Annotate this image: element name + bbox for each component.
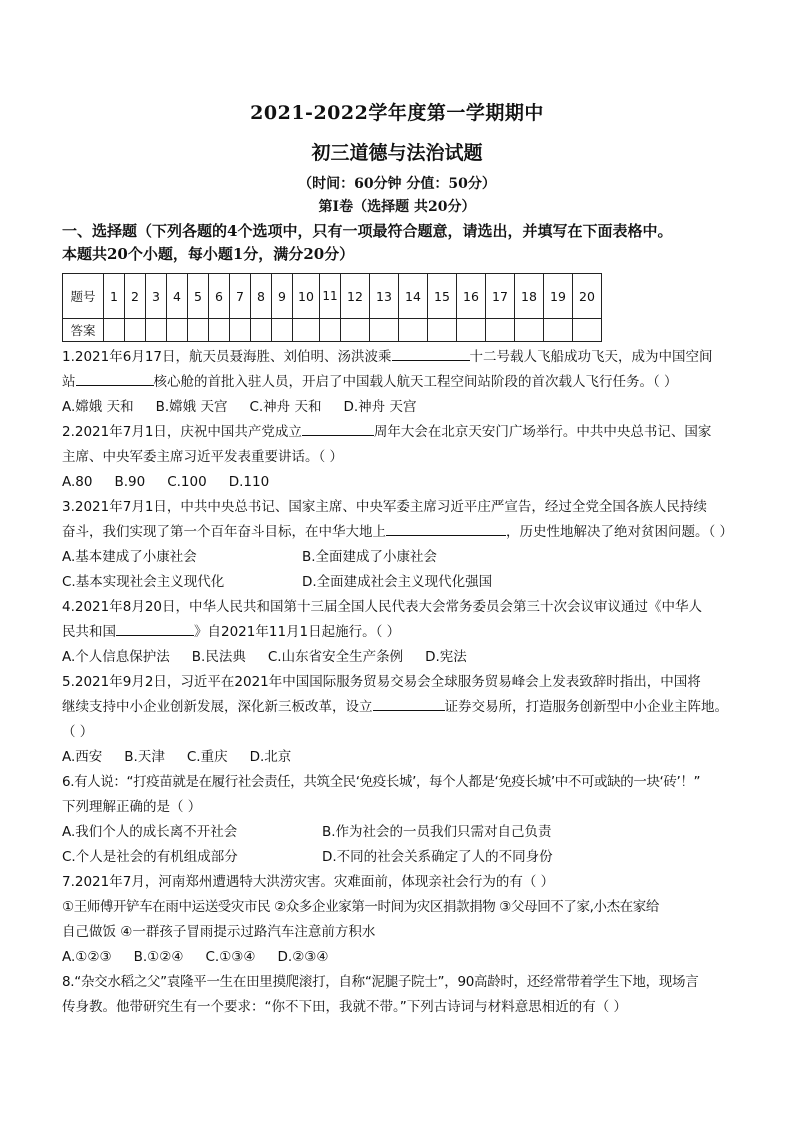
question-number-cell: 20: [573, 274, 602, 319]
part-heading: 第Ⅰ卷（选择题 共20分）: [318, 199, 476, 215]
fill-blank: [302, 421, 374, 436]
question-number-cell: 3: [146, 274, 167, 319]
option[interactable]: C.神舟 天和: [249, 399, 322, 415]
section-heading-line: 本题共20个小题，每小题1分，满分20分）: [62, 245, 355, 263]
answer-table: [62, 273, 602, 342]
question-stem: 5.2021年9月2日，习近平在2021年中国国际服务贸易交易会全球服务贸易峰会上发表致辞时指出，中国将: [62, 674, 701, 690]
stem-text: 周年大会在北京天安门广场举行。中共中央总书记、国家: [373, 424, 712, 440]
stem-text: 证券交易所，打造服务创新型中小企业主阵地。: [444, 699, 728, 715]
answer-cell[interactable]: [188, 319, 209, 342]
option[interactable]: D.110: [228, 474, 270, 490]
stem-text: 》自2021年11月1日起施行。（ ）: [194, 624, 401, 640]
section-heading: [62, 220, 742, 266]
question-stem: （ ）: [62, 724, 94, 740]
question-stem: 自己做饭 ④一群孩子冒雨提示过路汽车注意前方积水: [62, 924, 376, 940]
question-number-cell: 5: [188, 274, 209, 319]
option[interactable]: C.重庆: [186, 749, 228, 765]
fill-blank: [76, 371, 154, 386]
question-options: [62, 845, 742, 870]
stem-text: 十二号载人飞船成功飞天，成为中国空间: [469, 349, 713, 365]
answer-cell[interactable]: [125, 319, 146, 342]
option[interactable]: B.①②④: [133, 949, 184, 965]
option[interactable]: C.个人是社会的有机组成部分: [62, 849, 238, 865]
question-number-cell: 1: [104, 274, 125, 319]
question-stem: 下列理解正确的是（ ）: [62, 799, 202, 815]
stem-text: 2.2021年7月1日，庆祝中国共产党成立: [62, 424, 302, 440]
row-label-answer: 答案: [63, 319, 104, 342]
stem-text: 1.2021年6月17日，航天员聂海胜、刘伯明、汤洪波乘: [62, 349, 392, 365]
stem-text: 奋斗，我们实现了第一个百年奋斗目标，在中华大地上: [62, 524, 386, 540]
question-number-cell: 2: [125, 274, 146, 319]
option[interactable]: D.宪法: [425, 649, 467, 665]
answer-cell[interactable]: [486, 319, 515, 342]
option[interactable]: A.嫦娥 天和: [62, 399, 134, 415]
question-stem: [62, 345, 742, 370]
stem-text: ，历史性地解决了绝对贫困问题。（ ）: [506, 524, 734, 540]
answer-cell[interactable]: [104, 319, 125, 342]
question-stem: 传身教。他带研究生有一个要求：“你不下田，我就不带。”下列古诗词与材料意思相近的有（ ）: [62, 999, 628, 1015]
answer-cell[interactable]: [272, 319, 293, 342]
questions-list: [62, 345, 742, 1020]
question-options: [62, 945, 742, 970]
question-options: [62, 470, 742, 495]
option[interactable]: D.不同的社会关系确定了人的不同身份: [322, 849, 553, 865]
question-stem: 8.“杂交水稻之父”袁隆平一生在田里摸爬滚打，自称“泥腿子院士”，90高龄时，还经常带着学生下地，现场言: [62, 974, 699, 990]
option[interactable]: B.作为社会的一员我们只需对自己负责: [322, 824, 552, 840]
option[interactable]: C.①③④: [205, 949, 256, 965]
answer-cell[interactable]: [399, 319, 428, 342]
option[interactable]: A.西安: [62, 749, 103, 765]
exam-subject-title: 初三道德与法治试题: [311, 142, 483, 164]
question-number-cell: 4: [167, 274, 188, 319]
answer-cell[interactable]: [370, 319, 399, 342]
question-number-cell: 14: [399, 274, 428, 319]
option[interactable]: B.嫦娥 天宫: [155, 399, 228, 415]
exam-time-score: （时间：60分钟 分值：50分）: [298, 176, 496, 192]
stem-text: 站: [62, 374, 76, 390]
answer-cell[interactable]: [209, 319, 230, 342]
fill-blank: [116, 621, 194, 636]
question-stem: 7.2021年7月，河南郑州遭遇特大洪涝灾害。灾难面前，体现亲社会行为的有（ ）: [62, 874, 555, 890]
stem-text: 民共和国: [62, 624, 116, 640]
question-options: [62, 545, 742, 570]
exam-title: 2021-2022学年度第一学期期中: [250, 102, 544, 124]
option[interactable]: D.北京: [249, 749, 292, 765]
fill-blank: [386, 521, 506, 536]
answer-cell[interactable]: [320, 319, 341, 342]
option[interactable]: A.个人信息保护法: [62, 649, 170, 665]
question-options: [62, 745, 742, 770]
question-number-cell: 6: [209, 274, 230, 319]
question-stem: 4.2021年8月20日，中华人民共和国第十三届全国人民代表大会常务委员会第三十次会议审议通过《中华人: [62, 599, 703, 615]
question-stem: 主席、中央军委主席习近平发表重要讲话。（ ）: [62, 449, 344, 465]
question-stem: ①王师傅开铲车在雨中运送受灾市民 ②众多企业家第一时间为灾区捐款捐物 ③父母回不了家,小杰在家给: [62, 899, 659, 915]
question-options: [62, 570, 742, 595]
answer-cell[interactable]: [167, 319, 188, 342]
answer-cell[interactable]: [293, 319, 320, 342]
option[interactable]: D.神舟 天宫: [343, 399, 417, 415]
question-options: [62, 395, 742, 420]
answer-cell[interactable]: [230, 319, 251, 342]
answer-table-answer-row: [63, 319, 602, 342]
question-stem: [62, 370, 742, 395]
answer-cell[interactable]: [341, 319, 370, 342]
question-stem: 3.2021年7月1日，中共中央总书记、国家主席、中央军委主席习近平庄严宣告，经过全党全国各族人民持续: [62, 499, 707, 515]
question-number-cell: 8: [251, 274, 272, 319]
question-stem: [62, 695, 742, 720]
option[interactable]: B.民法典: [191, 649, 246, 665]
question-number-cell: 15: [428, 274, 457, 319]
question-number-cell: 11: [320, 274, 341, 319]
option[interactable]: A.基本建成了小康社会: [62, 549, 197, 565]
question-number-cell: 12: [341, 274, 370, 319]
answer-cell[interactable]: [251, 319, 272, 342]
option[interactable]: A.我们个人的成长离不开社会: [62, 824, 238, 840]
question-number-cell: 13: [370, 274, 399, 319]
question-options: [62, 820, 742, 845]
question-stem: [62, 620, 742, 645]
fill-blank: [373, 696, 445, 711]
option[interactable]: D.全面建成社会主义现代化强国: [302, 574, 493, 590]
option[interactable]: B.90: [114, 474, 146, 490]
question-options: [62, 645, 742, 670]
answer-cell[interactable]: [146, 319, 167, 342]
question-number-cell: 7: [230, 274, 251, 319]
question-number-cell: 17: [486, 274, 515, 319]
fill-blank: [392, 346, 470, 361]
option[interactable]: C.山东省安全生产条例: [267, 649, 404, 665]
answer-cell[interactable]: [544, 319, 573, 342]
stem-text: 继续支持中小企业创新发展，深化新三板改革，设立: [62, 699, 373, 715]
answer-cell[interactable]: [457, 319, 486, 342]
stem-text: 核心舱的首批入驻人员，开启了中国载人航天工程空间站阶段的首次载人飞行任务。（ ）: [153, 374, 678, 390]
option[interactable]: D.②③④: [277, 949, 329, 965]
question-stem: 6.有人说：“打疫苗就是在履行社会责任，共筑全民‘免疫长城’，每个人都是‘免疫长城’中不可或缺的一块‘砖’！”: [62, 774, 701, 790]
answer-cell[interactable]: [428, 319, 457, 342]
option[interactable]: B.全面建成了小康社会: [302, 549, 438, 565]
answer-table-number-row: [63, 274, 602, 319]
question-number-cell: 16: [457, 274, 486, 319]
question-stem: [62, 520, 742, 545]
question-number-cell: 10: [293, 274, 320, 319]
answer-cell[interactable]: [515, 319, 544, 342]
option[interactable]: A.①②③: [62, 949, 112, 965]
question-number-cell: 19: [544, 274, 573, 319]
option[interactable]: C.基本实现社会主义现代化: [62, 574, 225, 590]
question-stem: [62, 420, 742, 445]
section-heading-line: 一、选择题（下列各题的4个选项中，只有一项最符合题意，请选出，并填写在下面表格中。: [62, 222, 673, 240]
option[interactable]: B.天津: [124, 749, 165, 765]
option[interactable]: C.100: [167, 474, 207, 490]
answer-cell[interactable]: [573, 319, 602, 342]
row-label-number: 题号: [63, 274, 104, 319]
question-number-cell: 9: [272, 274, 293, 319]
question-number-cell: 18: [515, 274, 544, 319]
option[interactable]: A.80: [62, 474, 93, 490]
